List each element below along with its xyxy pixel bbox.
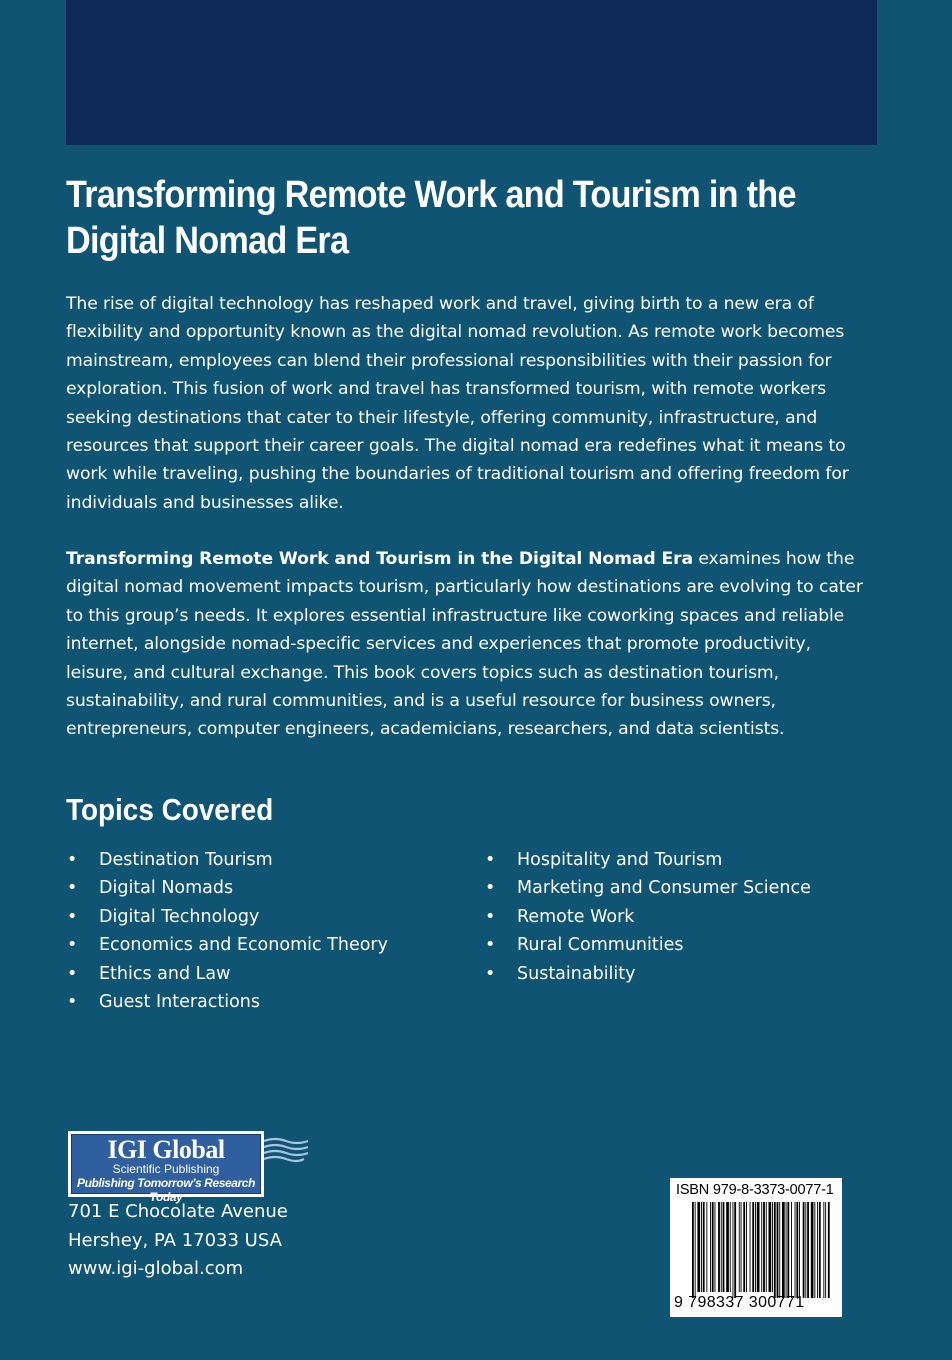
topic-item: [484, 846, 811, 874]
topic-label: Rural Communities: [517, 935, 684, 956]
topic-label: Sustainability: [517, 963, 636, 984]
bullet-icon: •: [67, 878, 78, 899]
topics-list-left: [66, 846, 388, 1016]
publisher-logo-name: IGI Global: [107, 1135, 225, 1164]
address-street: 701 E Chocolate Avenue: [68, 1201, 288, 1222]
description-paragraph-2: [66, 545, 878, 744]
topic-item: [484, 874, 811, 902]
bullet-icon: •: [485, 878, 496, 899]
bullet-icon: •: [485, 963, 496, 984]
bullet-icon: •: [485, 906, 496, 927]
bullet-icon: •: [67, 906, 78, 927]
topics-heading: Topics Covered: [66, 792, 274, 827]
topic-item: [484, 903, 811, 931]
bullet-icon: •: [485, 850, 496, 870]
topic-label: Hospitality and Tourism: [517, 850, 723, 870]
publisher-website: www.igi-global.com: [68, 1258, 244, 1279]
book-title: [66, 172, 876, 264]
topic-label: Ethics and Law: [99, 963, 231, 984]
topic-label: Remote Work: [517, 906, 635, 927]
topic-item: [66, 960, 388, 988]
description-book-title-bold: Transforming Remote Work and Tourism in the Digital Nomad Era: [66, 549, 694, 569]
topic-label: Digital Technology: [99, 906, 260, 927]
publisher-logo: [68, 1131, 264, 1204]
topic-item: [66, 846, 388, 874]
bullet-icon: •: [67, 992, 78, 1013]
barcode-digits: 9 798337 300771: [674, 1294, 805, 1311]
isbn-label: ISBN 979-8-3373-0077-1: [676, 1182, 834, 1198]
topic-item: [484, 931, 811, 959]
description-paragraph-2-text: examines how the digital nomad movement impacts tourism, particularly how destinations are evolving to cater to this group’s needs. It explores essential infrastructure like coworking spaces and reliable internet, alongside nomad-specific services and experiences that promote productivity, leisure, and cultural exchange. This book covers topics such as destination tourism, sustainability, and rural communities, and is a useful resource for business owners, entrepreneurs, computer engineers, academicians, researchers, and data scientists.: [66, 549, 863, 740]
logo-waves-icon: [264, 1137, 308, 1163]
topics-list-right: [484, 846, 811, 988]
bullet-icon: •: [67, 935, 78, 956]
topic-item: [66, 988, 388, 1016]
address-city: Hershey, PA 17033 USA: [68, 1229, 282, 1251]
description-paragraph-1: The rise of digital technology has reshaped work and travel, giving birth to a new era of flexibility and opportunity known as the digital nomad revolution. As remote work becomes mainstream, employees can blend their professional responsibilities with their passion for exploration. This fusion of work and travel has transformed tourism, with remote workers seeking destinations that cater to their lifestyle, offering community, infrastructure, and resources that support their career goals. The digital nomad era redefines what it means to work while traveling, pushing the boundaries of traditional tourism and offering freedom for individuals and businesses alike.: [66, 294, 849, 513]
publisher-logo-subtitle: Scientific Publishing: [112, 1162, 220, 1176]
book-title-line2: Digital Nomad Era: [66, 220, 349, 262]
publisher-address: [68, 1198, 288, 1284]
topic-label: Economics and Economic Theory: [99, 935, 388, 956]
bullet-icon: •: [67, 850, 78, 870]
bullet-icon: •: [485, 935, 496, 956]
topic-label: Destination Tourism: [99, 850, 273, 870]
topic-label: Digital Nomads: [99, 878, 234, 899]
topic-item: [66, 874, 388, 902]
isbn-barcode: [670, 1178, 842, 1317]
topic-item: [66, 903, 388, 931]
publisher-logo-tagline: Publishing Tomorrow’s Research Today: [76, 1176, 256, 1204]
publisher-logo-panel: [71, 1134, 261, 1204]
bullet-icon: •: [67, 963, 78, 984]
topic-label: Guest Interactions: [99, 992, 261, 1013]
book-title-line1: Transforming Remote Work and Tourism in the: [66, 174, 796, 216]
topic-item: [66, 931, 388, 959]
top-color-band: [66, 0, 877, 145]
topic-label: Marketing and Consumer Science: [517, 878, 811, 899]
topic-item: [484, 960, 811, 988]
